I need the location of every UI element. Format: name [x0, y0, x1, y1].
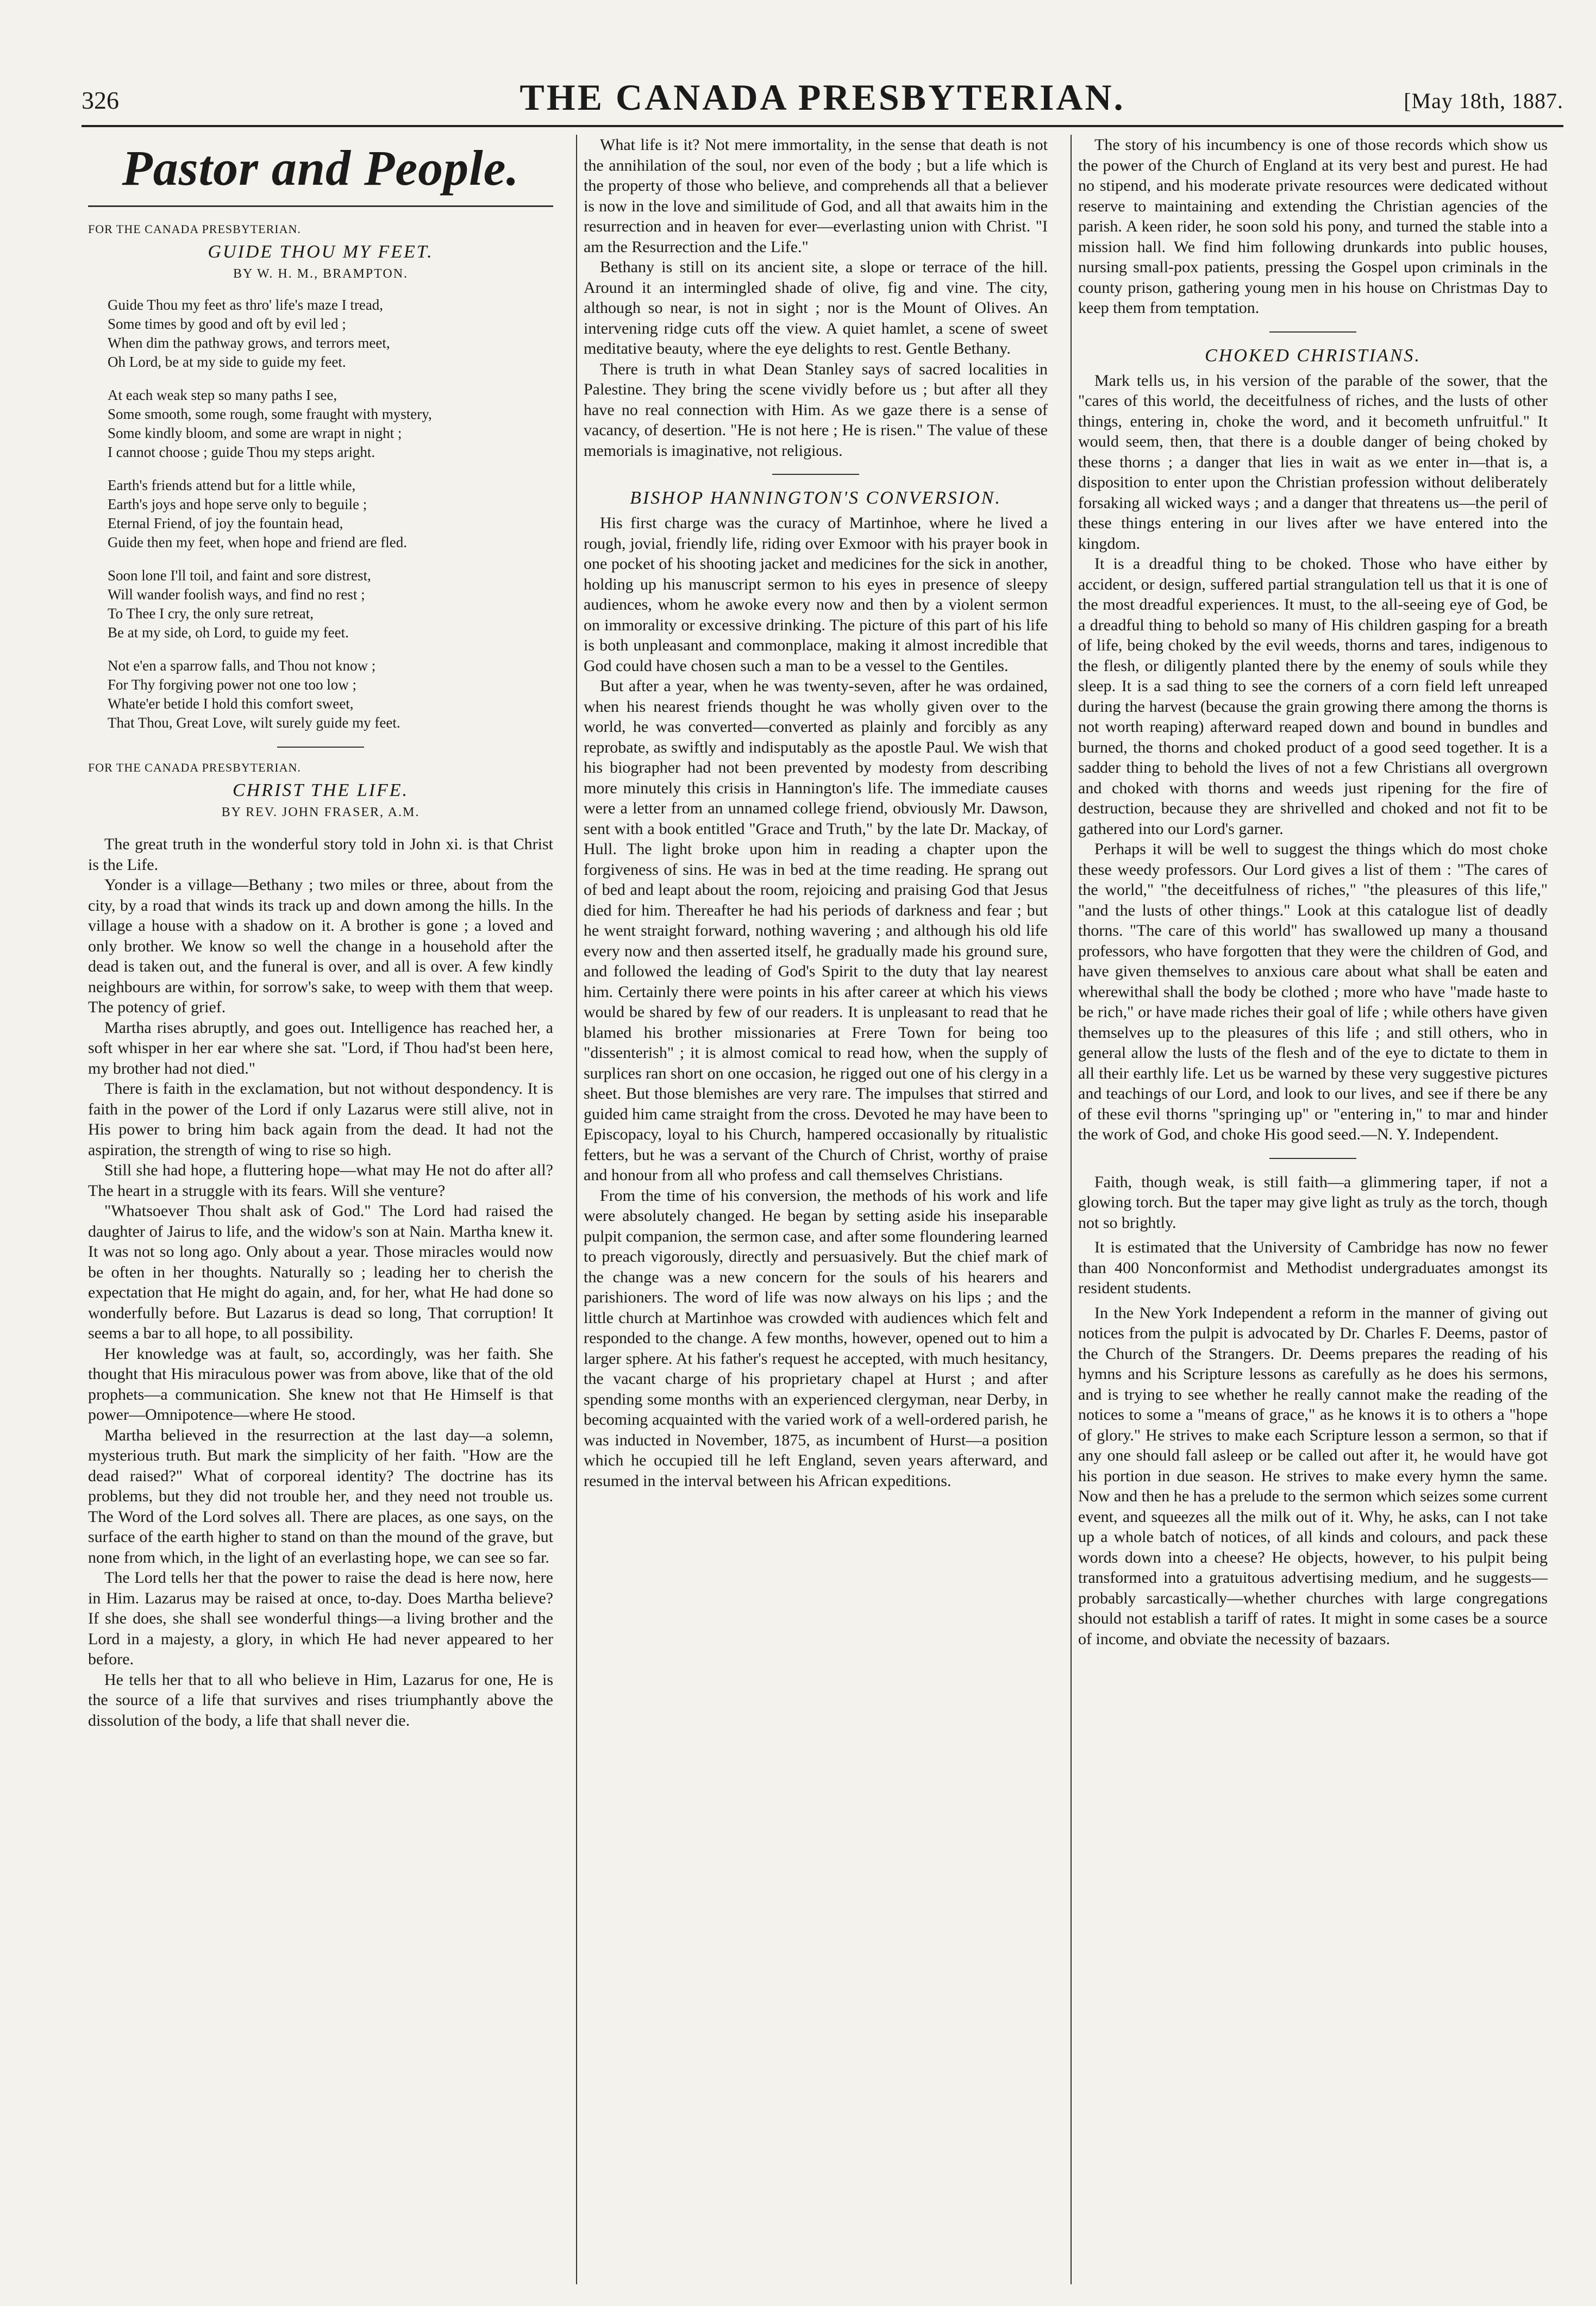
- poem-stanza: [108, 386, 553, 462]
- paragraph: The great truth in the wonderful story told in John xi. is that Christ is the Life.: [88, 835, 553, 874]
- article-credit: FOR THE CANADA PRESBYTERIAN.: [88, 761, 301, 774]
- paragraph: From the time of his conversion, the methods of his work and life were absolutely changed. He began by setting aside his inseparable pulpit companion, the sermon case, and after some floundering learned to preach vigorously, directly and persuasively. But the chief mark of the change was a new concern for the souls of his hearers and parishioners. The word of life was now always on his lips ; and the little church at Martinhoe was crowded with audiences which felt and responded to the change. A few months, however, opened out to him a larger sphere. At his father's request he accepted, with much hesitancy, the vacant charge of his proprietary chapel at Hurst ; and after spending some months with an experienced clergyman, near Derby, in becoming acquainted with the varied work of a well-ordered parish, he was inducted in November, 1875, as incumbent of Hurst—a position which he occupied till he left England, seven years afterward, and resumed in the interval between his African expeditions.: [584, 1186, 1048, 1490]
- news-note: In the New York Independent a reform in the manner of giving out notices from the pulpit is advocated by Dr. Charles F. Deems, pastor of the Church of the Strangers. Dr. Deems prepares the reading of his hymns and his Scripture lessons as carefully as he does his sermons, and is trying to see whether he really cannot make the reading of the notices to some a "means of grace," as he knows it is to others a "hope of glory." He strives to make each Scripture lesson a sermon, so that if any one should fall asleep or be called out after it, he would have got his portion in due season. He strives to make every hymn the same. Now and then he has a prelude to the sermon which seizes some current event, and squeezes all the milk out of it. Why, he asks, can I not take up a whole batch of notices, of all kinds and colours, and pack these words down into a cheese? He objects, however, to his pulpit being transformed into a gratuitous advertising medium, and he suggests—probably sarcastically—whether churches with large congregations should not establish a tariff of rates. It might in some cases be a source of income, and obviate the necessity of bazaars.: [1078, 1304, 1548, 1648]
- poem-line: Earth's joys and hope serve only to beguile ;: [108, 496, 367, 512]
- poem-line: Whate'er betide I hold this comfort sweet,: [108, 695, 354, 712]
- poem-line: Will wander foolish ways, and find no rest ;: [108, 586, 365, 603]
- masthead: [82, 76, 1563, 127]
- news-note: Faith, though weak, is still faith—a glimmering taper, if not a glowing torch. But the taper may give light as truly as the torch, though not so brightly.: [1078, 1173, 1548, 1232]
- poem-line: Be at my side, oh Lord, to guide my feet.: [108, 624, 349, 641]
- poem-line: For Thy forgiving power not one too low ;: [108, 676, 356, 693]
- paragraph: "Whatsoever Thou shalt ask of God." The Lord had raised the daughter of Jairus to life, and the widow's son at Nain. Martha knew it. It was not so long ago. Only about a year. Those miracles would now be often in her thoughts. Naturally so ; leading her to cherish the expectation that He might do again, and, for her, what He had done so wonderfully before. But Lazarus is dead so long, That corruption! It seems a bar to all hope, to all possibility.: [88, 1202, 553, 1342]
- poem-line: Guide Thou my feet as thro' life's maze I tread,: [108, 297, 384, 313]
- poem-title: GUIDE THOU MY FEET.: [208, 242, 434, 262]
- poem-stanza: [108, 566, 553, 642]
- paragraph: But after a year, when he was twenty-seven, after he was ordained, when his nearest friends thought he was wholly given over to the world, he was converted—converted as plainly and forcibly as any reprobate, as swiftly and indisputably as the apostle Paul. We wish that his biographer had not been prevented by modesty from describing more minutely this crisis in Hannington's life. The immediate causes were a letter from an unnamed college friend, obviously Mr. Dawson, sent with a book entitled "Grace and Truth," by the late Dr. Mackay, of Hull. The light broke upon him in reading a chapter upon the forgiveness of sins. He was in bed at the time reading. He sprang out of bed and leapt about the room, rejoicing and praising God that Jesus died for him. Thereafter he had his periods of darkness and fear ; but he went straight forward, nothing wavering ; and although his old life every now and then asserted itself, he gradually made his ground sure, and followed the leading of God's Spirit to the duty that lay nearest him. Certainly there were points in his after career at which his views would be shared by few of our readers. It is unpleasant to read that he blamed his brother missionaries at Frere Town for being too "dissenterish" ; it is almost comical to read how, when the supply of surplices ran short on one occasion, he rigged out one of his clergy in a sheet. But those blemishes are very rare. The impulses that stirred and guided him came straight from the cross. Devoted he may have been to Episcopacy, loyal to his Church, hampered occasionally by ritualistic fetters, but he was a servant of the Church of Christ, worthy of praise and honour from all who profess and call themselves Christians.: [584, 677, 1048, 1184]
- article-body-continued: [584, 135, 1048, 461]
- article-title: CHRIST THE LIFE.: [232, 780, 409, 800]
- paragraph: There is truth in what Dean Stanley says of sacred localities in Palestine. They bring the scene vividly before us ; but after all they have no real connection with Him. As we gaze there is a sense of vacancy, of desertion. "He is not here ; He is risen." The value of these memorials is imaginative, not religious.: [584, 360, 1048, 460]
- paragraph: Perhaps it will be well to suggest the things which do most choke these weedy professors. Our Lord gives a list of them : "The cares of the world," "the deceitfulness of riches," "the pleasures of this life," "and the lusts of other things." Look at this catalogue list of deadly thorns. "The care of this world" has swallowed up many a thousand professors, who have forgotten that they were the children of God, and have given themselves to anxious care about what shall be eaten and wherewithal shall the body be clothed ; more who have "made haste to be rich," or have made riches their goal of life ; while others have given themselves up to the pleasures of this life ; and still others, who in general allow the lusts of the flesh and of the eye to dictate to them in all their earthly life. Let us be warned by these very suggestive pictures and teachings of our Lord, and look to our lives, and see if there be any of these evil thorns "springing up" or "entering in," to mar and hinder the work of God, and choke His good seed.—N. Y. Independent.: [1078, 840, 1548, 1143]
- article-title: BISHOP HANNINGTON'S CONVERSION.: [630, 488, 1002, 508]
- poem-line: To Thee I cry, the only sure retreat,: [108, 605, 314, 622]
- paragraph: It is a dreadful thing to be choked. Those who have either by accident, or design, suffered partial strangulation tell us that it is one of the most dreadful experiences. It must, to the all-seeing eye of God, be a dreadful thing to behold so many of His children gasping for a breath of life, being choked by the evil weeds, thorns and tares, indigenous to the flesh, or diligently planted there by the enemy of souls while they sleep. It is a sad thing to see the corners of a corn field left unreaped during the harvest (because the grain growing there among the thorns is not worth reaping) afterward reaped down and bound in bundles and burned, the thorns and choked product of a good seed together. It is a sadder thing to behold the lives of not a few Christians all overgrown and choked with thorns and weeds just ripening for the fire of destruction, because they are shrivelled and choked and not fit to be gathered into our Lord's garner.: [1078, 555, 1548, 838]
- paragraph: There is faith in the exclamation, but not without despondency. It is faith in the power of the Lord if only Lazarus were still alive, not in His power to bring him back again from the dead. It had not the aspiration, the strength of wing to rise so high.: [88, 1080, 553, 1159]
- poem-line: Soon lone I'll toil, and faint and sore distrest,: [108, 567, 371, 584]
- poem-line: Eternal Friend, of joy the fountain head,: [108, 515, 343, 531]
- paragraph: What life is it? Not mere immortality, in the sense that death is not the annihilation of the soul, nor even of the body ; but a life which is the property of those who believe, and comprehends all that a believer is now in the love and similitude of God, and all that awaits him in the resurrection and in heaven for ever—everlasting union with Christ. "I am the Resurrection and the Life.": [584, 136, 1048, 256]
- poem-credit: FOR THE CANADA PRESBYTERIAN.: [88, 222, 301, 236]
- poem-line: Guide then my feet, when hope and friend are fled.: [108, 534, 408, 550]
- column-2: [576, 135, 1054, 2284]
- divider: [1269, 331, 1356, 333]
- article-body-continued: [1078, 135, 1548, 318]
- divider: [772, 474, 859, 475]
- poem-byline: BY W. H. M., BRAMPTON.: [233, 267, 409, 281]
- paragraph: His first charge was the curacy of Martinhoe, where he lived a rough, jovial, friendly life, riding over Exmoor with his prayer book in one pocket of his shooting jacket and medicines for the sick in another, holding up his manuscript sermon to his eyes in presence of sleepy audiences, whom he awoke every now and then by a violent sermon on immorality or excessive drinking. The picture of this part of his life is both unpleasant and commonplace, making it almost incredible that God could have chosen such a man to be a vessel to the Gentiles.: [584, 514, 1048, 675]
- poem-stanza: [108, 296, 553, 372]
- issue-date: [May 18th, 1887.: [1404, 89, 1563, 113]
- poem-stanza: [108, 476, 553, 552]
- poem-line: That Thou, Great Love, wilt surely guide my feet.: [108, 715, 400, 731]
- poem-line: At each weak step so many paths I see,: [108, 387, 337, 403]
- paragraph: The Lord tells her that the power to raise the dead is here now, here in Him. Lazarus may be raised at once, to-day. Does Martha believe? If she does, she shall see wonderful things—a living brother and the Lord in a majesty, a glory, in which He had never appeared to her before.: [88, 1569, 553, 1668]
- paragraph: The story of his incumbency is one of those records which show us the power of the Church of England at its very best and purest. He had no stipend, and his moderate private resources were dedicated without reserve to maintaining and extending the Christian agencies of the parish. A keen rider, he soon sold his pony, and turned the stable into a mission hall. We find him following drunkards into public houses, nursing small-pox patients, pressing the Gospel upon criminals in the county prison, gathering young men in his house on Christmas Day to keep them from temptation.: [1078, 136, 1548, 317]
- page-number: 326: [82, 86, 119, 114]
- newspaper-title: THE CANADA PRESBYTERIAN.: [520, 77, 1125, 118]
- article-body: [584, 513, 1048, 1491]
- column-3: [1071, 135, 1554, 2284]
- poem-line: When dim the pathway grows, and terrors meet,: [108, 335, 390, 351]
- poem-line: Earth's friends attend but for a little while,: [108, 477, 356, 493]
- paragraph: Yonder is a village—Bethany ; two miles or three, about from the city, by a road that winds its track up and down among the hills. In the village a house with a shadow on it. A brother is gone ; a loved and only brother. We know so well the change in a household after the dead is taken out, and the funeral is over, and all is over. A few kindly neighbours are within, for sorrow's sake, to weep with them that weep. The potency of grief.: [88, 876, 553, 1016]
- poem-line: Oh Lord, be at my side to guide my feet.: [108, 354, 346, 370]
- news-notes: [1078, 1172, 1548, 1650]
- article-title: CHOKED CHRISTIANS.: [1205, 345, 1421, 366]
- poem-stanza: [108, 656, 553, 732]
- article-body: [1078, 371, 1548, 1145]
- paragraph: Martha rises abruptly, and goes out. Intelligence has reached her, a soft whisper in her ear where she sat. "Lord, if Thou had'st been here, my brother had not died.": [88, 1018, 553, 1077]
- paragraph: Bethany is still on its ancient site, a slope or terrace of the hill. Around it an intermingled shade of olive, fig and vine. The city, although so near, is not in sight ; nor is the Mount of Olives. An intervening ridge cuts off the view. A quiet hamlet, a scene of sweet meditative beauty, where the eye delights to rest. Gentle Bethany.: [584, 258, 1048, 358]
- paragraph: Mark tells us, in his version of the parable of the sower, that the "cares of this world, the deceitfulness of riches, and the lusts of other things, entering in, choke the word, and it becometh unfruitful." It would seem, then, that there is a double danger of being choked by these thorns ; a danger that lies in wait as we enter in—that is, a disposition to enter upon the Christian profession without deliberately forsaking all wicked ways ; and a danger that threatens us—the peril of these things entering in our lives after we have entered into the kingdom.: [1078, 371, 1548, 553]
- paragraph: Her knowledge was at fault, so, accordingly, was her faith. She thought that His miraculous power was from above, like that of the old prophets—a communication. She knew not that He Himself is that power—Omnipotence—where He stood.: [88, 1344, 553, 1424]
- divider: [1269, 1158, 1356, 1159]
- department-heading: Pastor and People.: [88, 139, 553, 207]
- article-body: [88, 834, 553, 1731]
- poem-line: Some kindly bloom, and some are wrapt in night ;: [108, 425, 402, 441]
- poem-body: [88, 296, 553, 732]
- poem-line: Not e'en a sparrow falls, and Thou not know ;: [108, 657, 376, 674]
- poem-line: Some times by good and oft by evil led ;: [108, 316, 346, 332]
- article-byline: BY REV. JOHN FRASER, A.M.: [221, 805, 420, 819]
- poem-line: I cannot choose ; guide Thou my steps aright.: [108, 444, 375, 460]
- news-note: It is estimated that the University of Cambridge has now no fewer than 400 Nonconformist and Methodist undergraduates amongst its resident students.: [1078, 1238, 1548, 1297]
- paragraph: He tells her that to all who believe in Him, Lazarus for one, He is the source of a life that survives and rises triumphantly above the dissolution of the body, a life that shall never die.: [88, 1670, 553, 1730]
- divider: [277, 747, 364, 748]
- paragraph: Martha believed in the resurrection at the last day—a solemn, mysterious truth. But mark the simplicity of her faith. "How are the dead raised?" What of corporeal identity? The doctrine has its problems, but they did not trouble her, and they need not trouble us. The Word of the Lord solves all. There are places, as one says, on the surface of the earth higher to stand on than the mound of the grave, but none from which, in the light of an everlasting hope, we can see so far.: [88, 1426, 553, 1566]
- article-columns: [82, 135, 1563, 2284]
- poem-line: Some smooth, some rough, some fraught with mystery,: [108, 406, 432, 422]
- column-1: [82, 135, 560, 2284]
- paragraph: Still she had hope, a fluttering hope—what may He not do after all? The heart in a struggle with its fears. Will she venture?: [88, 1161, 553, 1200]
